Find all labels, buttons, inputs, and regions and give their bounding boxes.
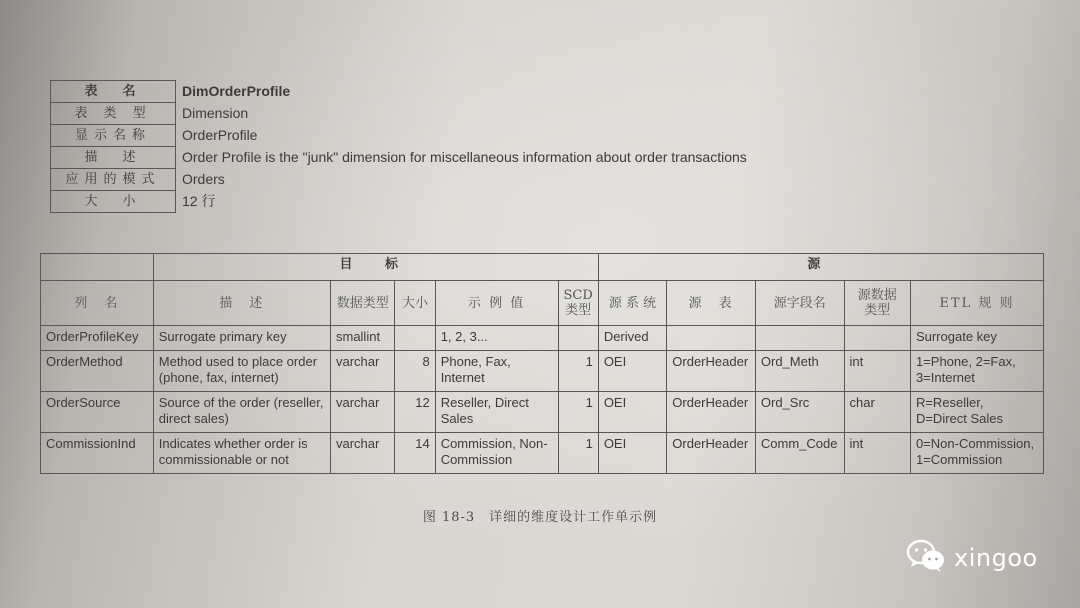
table-row <box>41 433 1044 474</box>
column-header: 列 名 <box>41 281 154 326</box>
group-header-blank <box>41 254 154 281</box>
meta-key: 表 名 <box>51 81 176 103</box>
column-header: 示 例 值 <box>435 281 558 326</box>
meta-key: 大 小 <box>51 191 176 213</box>
column-header: SCD 类型 <box>558 281 598 326</box>
table-cell: R=Reseller, D=Direct Sales <box>910 392 1043 433</box>
table-cell <box>844 326 910 351</box>
table-cell <box>395 326 435 351</box>
meta-value: OrderProfile <box>182 127 258 143</box>
column-header: 源字段名 <box>755 281 844 326</box>
table-cell: OEI <box>598 392 666 433</box>
table-cell: Indicates whether order is commissionable or not <box>153 433 330 474</box>
table-cell: Surrogate primary key <box>153 326 330 351</box>
column-header: 大小 <box>395 281 435 326</box>
table-cell: Derived <box>598 326 666 351</box>
table-cell: OrderSource <box>41 392 154 433</box>
table-cell: Surrogate key <box>910 326 1043 351</box>
table-cell: 8 <box>395 351 435 392</box>
table-metadata <box>50 80 754 213</box>
table-row <box>41 326 1044 351</box>
column-header: 描 述 <box>153 281 330 326</box>
table-cell: Phone, Fax, Internet <box>435 351 558 392</box>
table-cell <box>667 326 756 351</box>
meta-key: 描 述 <box>51 147 176 169</box>
table-row <box>41 351 1044 392</box>
column-header-row <box>41 281 1044 326</box>
table-row <box>41 392 1044 433</box>
table-cell: Method used to place order (phone, fax, internet) <box>153 351 330 392</box>
meta-row-display-name <box>51 125 754 147</box>
meta-row-table-type <box>51 103 754 125</box>
table-cell: varchar <box>330 433 394 474</box>
meta-value: Orders <box>182 171 225 187</box>
group-header-source: 源 <box>598 254 1043 281</box>
meta-key: 表 类 型 <box>51 103 176 125</box>
table-cell: OEI <box>598 351 666 392</box>
table-cell: 12 <box>395 392 435 433</box>
table-dimension-worksheet <box>40 253 1044 474</box>
table-cell <box>558 326 598 351</box>
column-header: 源 表 <box>667 281 756 326</box>
table-cell: OrderProfileKey <box>41 326 154 351</box>
meta-row-table-name <box>51 81 754 103</box>
wechat-icon <box>906 539 946 578</box>
table-cell: CommissionInd <box>41 433 154 474</box>
table-cell: 1=Phone, 2=Fax, 3=Internet <box>910 351 1043 392</box>
meta-value: 12 行 <box>182 193 216 209</box>
table-cell: smallint <box>330 326 394 351</box>
table-cell: Reseller, Direct Sales <box>435 392 558 433</box>
table-cell: 14 <box>395 433 435 474</box>
column-header: 源数据 类型 <box>844 281 910 326</box>
meta-key: 显示名称 <box>51 125 176 147</box>
table-cell: OEI <box>598 433 666 474</box>
table-cell: Commission, Non-Commission <box>435 433 558 474</box>
meta-row-size <box>51 191 754 213</box>
table-cell: OrderHeader <box>667 392 756 433</box>
column-header: 源 系 统 <box>598 281 666 326</box>
meta-row-description <box>51 147 754 169</box>
meta-key: 应用的模式 <box>51 169 176 191</box>
table-cell: OrderMethod <box>41 351 154 392</box>
meta-value: DimOrderProfile <box>182 83 291 99</box>
table-cell: int <box>844 433 910 474</box>
table-cell: varchar <box>330 392 394 433</box>
figure-caption: 图 18-3 详细的维度设计工作单示例 <box>422 510 658 525</box>
table-cell: 1 <box>558 392 598 433</box>
table-cell: 1 <box>558 433 598 474</box>
table-cell: Comm_Code <box>755 433 844 474</box>
table-cell: int <box>844 351 910 392</box>
table-cell: OrderHeader <box>667 351 756 392</box>
column-header: 数据类型 <box>330 281 394 326</box>
table-cell: 1, 2, 3... <box>435 326 558 351</box>
meta-value: Dimension <box>182 105 249 121</box>
watermark <box>906 538 1038 578</box>
table-cell <box>755 326 844 351</box>
group-header-row <box>41 254 1044 281</box>
column-header: ETL 规 则 <box>910 281 1043 326</box>
watermark-text: xingoo <box>954 544 1038 572</box>
table-cell: char <box>844 392 910 433</box>
meta-value: Order Profile is the "junk" dimension for miscellaneous information about order transactions <box>182 149 747 165</box>
meta-row-schema <box>51 169 754 191</box>
table-cell: Ord_Src <box>755 392 844 433</box>
table-cell: Source of the order (reseller, direct sales) <box>153 392 330 433</box>
table-cell: OrderHeader <box>667 433 756 474</box>
table-cell: 0=Non-Commission, 1=Commission <box>910 433 1043 474</box>
table-cell: 1 <box>558 351 598 392</box>
group-header-target: 目 标 <box>153 254 598 281</box>
table-cell: varchar <box>330 351 394 392</box>
table-cell: Ord_Meth <box>755 351 844 392</box>
